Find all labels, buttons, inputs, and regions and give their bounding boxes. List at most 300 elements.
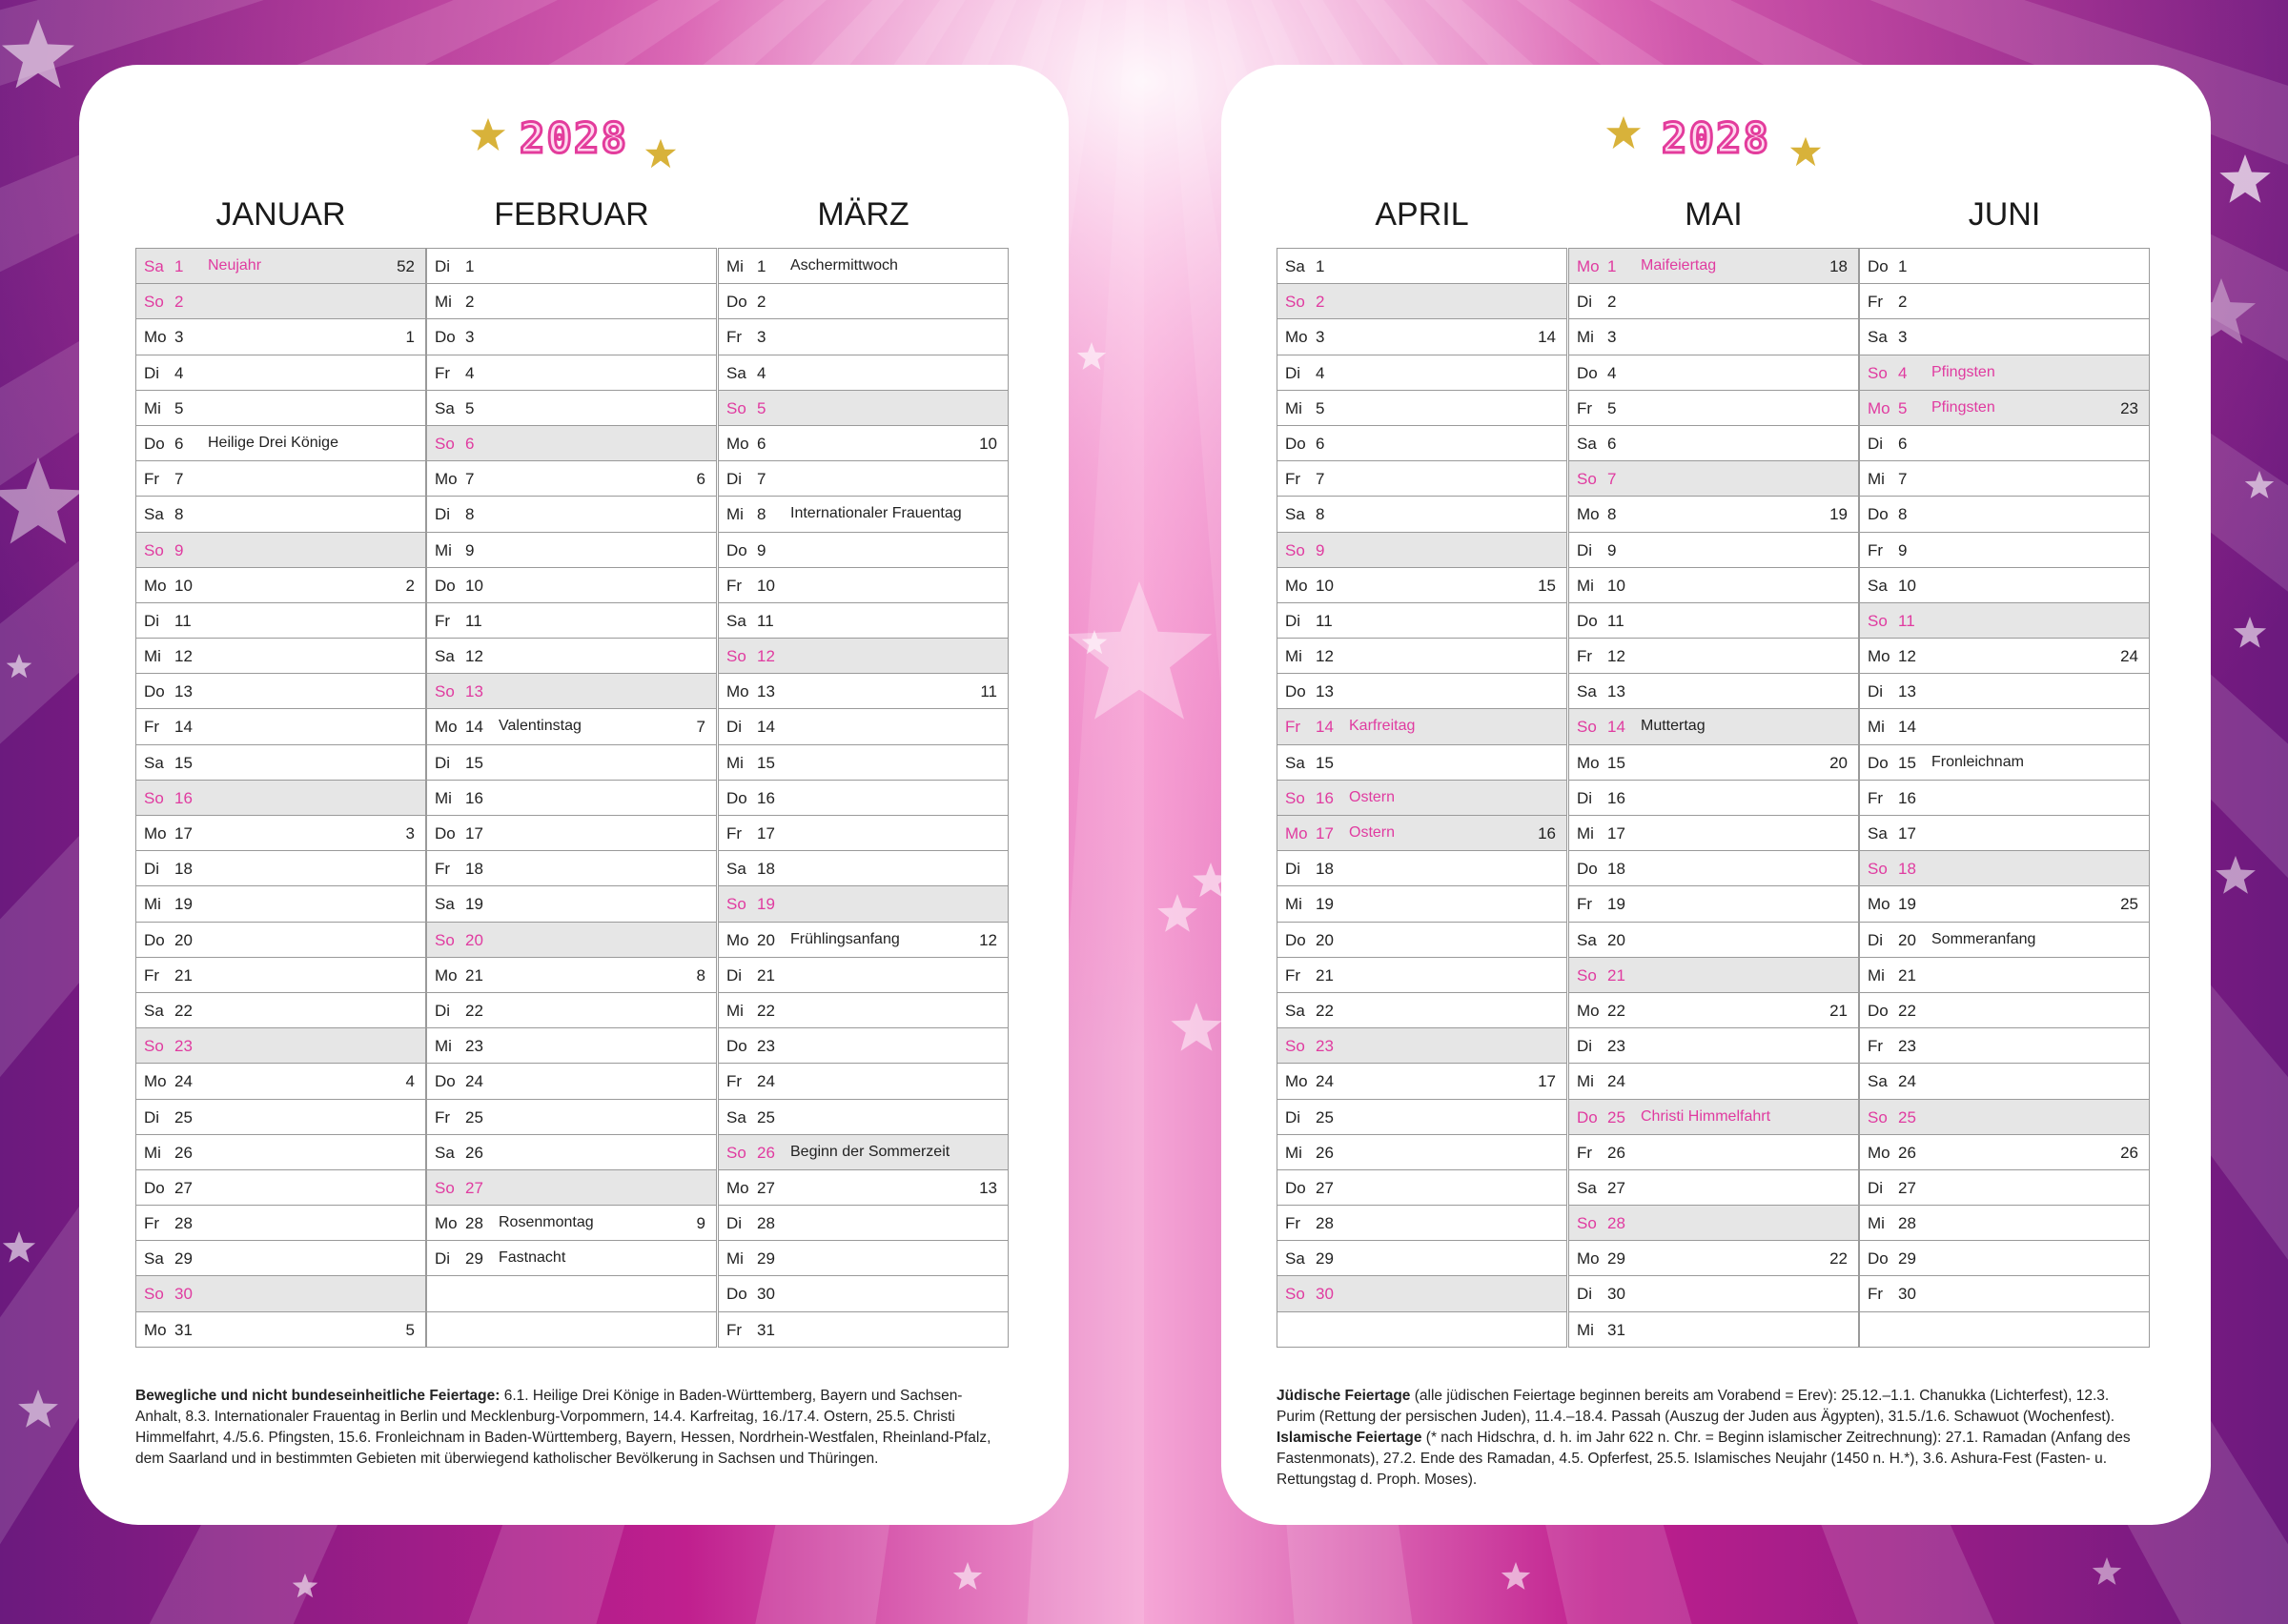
day-number: 3	[1898, 328, 1908, 347]
day-number: 27	[465, 1178, 483, 1197]
day-row	[426, 850, 717, 885]
day-row	[1568, 1099, 1859, 1134]
footnote-heading: Bewegliche und nicht bundeseinheitliche Feiertage:	[135, 1388, 500, 1404]
month-grid-april	[1277, 248, 1567, 1347]
day-number: 21	[1898, 965, 1916, 985]
day-row	[135, 673, 426, 708]
day-number: 29	[1898, 1249, 1916, 1269]
day-number: 13	[1607, 682, 1625, 701]
weekday-label: So	[435, 930, 455, 949]
weekday-label: Do	[435, 328, 456, 347]
day-row	[1277, 355, 1567, 390]
day-number: 18	[465, 860, 483, 879]
day-row	[135, 425, 426, 460]
weekday-label: Fr	[1577, 895, 1593, 914]
weekday-label: Di	[435, 257, 451, 275]
weekday-label: Mo	[1577, 505, 1600, 524]
day-number: 24	[465, 1072, 483, 1091]
day-row	[1277, 532, 1567, 567]
day-row	[135, 885, 426, 921]
weekday-label: Di	[1577, 293, 1593, 312]
day-number: 25	[465, 1107, 483, 1127]
event-label: Heilige Drei Könige	[208, 434, 338, 451]
day-row	[1859, 673, 2150, 708]
day-number: 16	[757, 788, 775, 807]
day-number: 10	[1898, 576, 1916, 595]
weekday-label: Do	[1868, 257, 1889, 275]
weekday-label: Sa	[1285, 1249, 1305, 1269]
day-row	[135, 1063, 426, 1098]
day-number: 13	[1316, 682, 1334, 701]
day-number: 8	[174, 505, 184, 524]
day-row	[1859, 1205, 2150, 1240]
day-number: 1	[1607, 257, 1617, 275]
day-row	[1568, 922, 1859, 957]
weekday-label: Di	[1285, 860, 1301, 879]
day-row	[718, 460, 1009, 496]
holiday-footnote	[135, 1386, 993, 1470]
day-row	[1277, 780, 1567, 815]
day-row	[1277, 318, 1567, 354]
day-number: 12	[757, 647, 775, 666]
weekday-label: So	[1868, 611, 1888, 630]
day-number: 11	[757, 611, 774, 630]
day-number: 28	[1607, 1214, 1625, 1233]
day-number: 25	[757, 1107, 775, 1127]
day-number: 13	[174, 682, 193, 701]
day-row	[135, 390, 426, 425]
day-number: 5	[174, 398, 184, 417]
weekday-label: Sa	[144, 1249, 164, 1269]
month-grid-februar	[426, 248, 717, 1347]
weekday-label: Mi	[726, 257, 744, 275]
day-row	[1277, 602, 1567, 638]
weekday-label: Di	[435, 505, 451, 524]
week-number: 11	[980, 682, 997, 701]
day-row	[1568, 850, 1859, 885]
day-row	[1568, 355, 1859, 390]
week-number: 7	[696, 718, 705, 737]
weekday-label: Fr	[1868, 293, 1884, 312]
weekday-label: Fr	[435, 611, 451, 630]
day-number: 3	[1316, 328, 1325, 347]
day-row	[426, 602, 717, 638]
weekday-label: Do	[726, 788, 747, 807]
day-number: 28	[1316, 1214, 1334, 1233]
weekday-label: Sa	[726, 611, 746, 630]
day-number: 9	[174, 540, 184, 559]
day-row	[718, 1205, 1009, 1240]
weekday-label: Sa	[1577, 930, 1597, 949]
day-number: 15	[465, 753, 483, 772]
weekday-label: Di	[1577, 1285, 1593, 1304]
day-number: 12	[1316, 647, 1334, 666]
day-row	[1859, 1063, 2150, 1098]
day-row	[1277, 850, 1567, 885]
day-number: 20	[1316, 930, 1334, 949]
weekday-label: Sa	[726, 860, 746, 879]
weekday-label: Do	[435, 576, 456, 595]
day-number: 11	[465, 611, 482, 630]
day-row	[426, 248, 717, 283]
weekday-label: Mi	[435, 788, 452, 807]
weekday-label: Do	[144, 930, 165, 949]
day-row	[135, 850, 426, 885]
day-number: 6	[757, 434, 766, 453]
day-row	[1859, 425, 2150, 460]
day-row	[1859, 922, 2150, 957]
week-number: 12	[979, 930, 997, 949]
day-number: 25	[1316, 1107, 1334, 1127]
day-number: 6	[1607, 434, 1617, 453]
day-row	[1277, 708, 1567, 743]
weekday-label: So	[1285, 293, 1305, 312]
day-row	[426, 1099, 717, 1134]
day-row	[135, 957, 426, 992]
week-number: 3	[405, 824, 415, 842]
day-number: 19	[1316, 895, 1334, 914]
day-row	[718, 1099, 1009, 1134]
day-row	[718, 815, 1009, 850]
weekday-label: Mi	[1868, 470, 1885, 489]
week-number: 15	[1538, 576, 1556, 595]
day-row	[1568, 1134, 1859, 1169]
weekday-label: Di	[726, 965, 743, 985]
weekday-label: Fr	[1577, 647, 1593, 666]
day-row	[1568, 638, 1859, 673]
day-number: 22	[1607, 1001, 1625, 1020]
weekday-label: Sa	[435, 895, 455, 914]
day-number: 18	[1898, 860, 1916, 879]
day-number: 14	[1607, 718, 1625, 737]
weekday-label: Fr	[1868, 540, 1884, 559]
week-number: 20	[1829, 753, 1848, 772]
day-row	[426, 708, 717, 743]
day-row	[718, 992, 1009, 1027]
weekday-label: Do	[435, 824, 456, 842]
day-row	[135, 1099, 426, 1134]
weekday-label: Mi	[1577, 576, 1594, 595]
month-grid-maerz	[718, 248, 1009, 1347]
day-row	[135, 248, 426, 283]
weekday-label: Do	[1285, 1178, 1306, 1197]
weekday-label: Di	[1868, 930, 1884, 949]
day-number: 28	[1898, 1214, 1916, 1233]
weekday-label: Do	[1868, 505, 1889, 524]
day-number: 26	[174, 1143, 193, 1162]
weekday-label: Mo	[144, 824, 167, 842]
week-number: 16	[1538, 824, 1556, 842]
weekday-label: Fr	[1285, 470, 1301, 489]
week-number: 2	[405, 576, 415, 595]
day-number: 8	[1607, 505, 1617, 524]
day-row	[1568, 1205, 1859, 1240]
weekday-label: Fr	[1868, 1285, 1884, 1304]
day-row	[426, 1311, 717, 1347]
event-label: Aschermittwoch	[790, 257, 898, 274]
weekday-label: Fr	[435, 363, 451, 382]
weekday-label: Mi	[1285, 895, 1302, 914]
weekday-label: Fr	[726, 576, 743, 595]
day-row	[1859, 638, 2150, 673]
week-number: 25	[2120, 895, 2138, 914]
day-number: 13	[465, 682, 483, 701]
day-row	[718, 390, 1009, 425]
day-number: 29	[174, 1249, 193, 1269]
day-number: 28	[174, 1214, 193, 1233]
day-row	[426, 318, 717, 354]
day-row	[1277, 460, 1567, 496]
weekday-label: Sa	[1868, 576, 1888, 595]
day-row	[1568, 708, 1859, 743]
weekday-label: Do	[435, 1072, 456, 1091]
day-row	[135, 1169, 426, 1205]
weekday-label: So	[144, 293, 164, 312]
weekday-label: Di	[435, 1001, 451, 1020]
day-row	[426, 885, 717, 921]
day-row	[426, 1169, 717, 1205]
weekday-label: Di	[435, 1249, 451, 1269]
day-number: 14	[465, 718, 483, 737]
weekday-label: So	[144, 1285, 164, 1304]
day-row	[1568, 532, 1859, 567]
day-number: 17	[174, 824, 193, 842]
day-row	[1277, 1311, 1567, 1347]
day-row	[135, 1134, 426, 1169]
day-row	[1277, 1027, 1567, 1063]
day-row	[426, 673, 717, 708]
day-row	[718, 532, 1009, 567]
day-row	[1277, 638, 1567, 673]
day-row	[1277, 744, 1567, 780]
day-number: 31	[174, 1320, 193, 1339]
day-row	[718, 283, 1009, 318]
day-row	[1277, 815, 1567, 850]
day-number: 4	[1316, 363, 1325, 382]
day-row	[1277, 1134, 1567, 1169]
day-row	[718, 318, 1009, 354]
day-number: 9	[1607, 540, 1617, 559]
event-label: Beginn der Sommerzeit	[790, 1143, 950, 1160]
weekday-label: Mi	[726, 753, 744, 772]
day-number: 30	[174, 1285, 193, 1304]
day-row	[1859, 496, 2150, 531]
day-number: 30	[1898, 1285, 1916, 1304]
weekday-label: Mo	[1285, 328, 1308, 347]
day-number: 9	[1898, 540, 1908, 559]
day-row	[1859, 1169, 2150, 1205]
month-heading-februar: FEBRUAR	[494, 196, 649, 233]
month-heading-januar: JANUAR	[215, 196, 346, 233]
day-number: 15	[1316, 753, 1334, 772]
weekday-label: Mi	[435, 1037, 452, 1056]
day-number: 16	[174, 788, 193, 807]
weekday-label: Mo	[1577, 1001, 1600, 1020]
day-row	[426, 780, 717, 815]
weekday-label: Di	[144, 860, 160, 879]
day-row	[1277, 1205, 1567, 1240]
weekday-label: Mo	[435, 470, 458, 489]
weekday-label: Fr	[144, 965, 160, 985]
day-row	[1859, 460, 2150, 496]
weekday-label: Do	[726, 1037, 747, 1056]
event-label: Christi Himmelfahrt	[1641, 1107, 1771, 1125]
event-label: Fronleichnam	[1931, 753, 2024, 770]
day-number: 24	[1607, 1072, 1625, 1091]
day-number: 23	[1607, 1037, 1625, 1056]
week-number: 5	[405, 1320, 415, 1339]
weekday-label: Mo	[1868, 398, 1890, 417]
weekday-label: Do	[1868, 1249, 1889, 1269]
day-row	[718, 248, 1009, 283]
day-row	[1859, 1099, 2150, 1134]
weekday-label: Mi	[726, 1001, 744, 1020]
day-number: 17	[1898, 824, 1916, 842]
day-row	[1277, 1275, 1567, 1310]
day-number: 26	[1316, 1143, 1334, 1162]
day-number: 15	[1898, 753, 1916, 772]
month-grid-mai	[1568, 248, 1859, 1347]
weekday-label: Mi	[1868, 1214, 1885, 1233]
day-number: 11	[1898, 611, 1915, 630]
day-number: 16	[1607, 788, 1625, 807]
day-number: 6	[174, 434, 184, 453]
day-number: 18	[1607, 860, 1625, 879]
day-number: 1	[174, 257, 184, 275]
weekday-label: Mo	[726, 1178, 749, 1197]
day-row	[135, 1240, 426, 1275]
weekday-label: So	[726, 398, 746, 417]
weekday-label: Di	[435, 753, 451, 772]
day-number: 24	[1898, 1072, 1916, 1091]
day-row	[1277, 957, 1567, 992]
day-number: 18	[757, 860, 775, 879]
weekday-label: Fr	[144, 718, 160, 737]
day-row	[426, 460, 717, 496]
day-number: 10	[465, 576, 483, 595]
weekday-label: Mo	[435, 965, 458, 985]
weekday-label: So	[1285, 540, 1305, 559]
day-row	[718, 885, 1009, 921]
week-number: 13	[979, 1178, 997, 1197]
weekday-label: So	[1577, 470, 1597, 489]
day-row	[135, 1027, 426, 1063]
day-number: 9	[757, 540, 766, 559]
day-number: 24	[174, 1072, 193, 1091]
day-row	[718, 638, 1009, 673]
day-number: 27	[1898, 1178, 1916, 1197]
weekday-label: Do	[726, 1285, 747, 1304]
weekday-label: So	[1285, 788, 1305, 807]
day-row	[426, 425, 717, 460]
day-row	[1277, 1099, 1567, 1134]
weekday-label: So	[435, 434, 455, 453]
day-row	[1568, 1027, 1859, 1063]
day-number: 3	[757, 328, 766, 347]
weekday-label: Do	[726, 293, 747, 312]
day-row	[135, 815, 426, 850]
day-row	[1859, 957, 2150, 992]
day-number: 17	[465, 824, 483, 842]
weekday-label: Sa	[1868, 328, 1888, 347]
day-number: 3	[465, 328, 475, 347]
day-row	[1859, 850, 2150, 885]
day-number: 8	[1898, 505, 1908, 524]
day-number: 17	[757, 824, 775, 842]
weekday-label: Sa	[1868, 824, 1888, 842]
day-row	[135, 496, 426, 531]
day-row	[718, 1311, 1009, 1347]
day-row	[135, 567, 426, 602]
weekday-label: Mi	[435, 540, 452, 559]
week-number: 21	[1829, 1001, 1848, 1020]
day-number: 25	[174, 1107, 193, 1127]
day-row	[1568, 1240, 1859, 1275]
day-row	[1859, 992, 2150, 1027]
day-number: 25	[1898, 1107, 1916, 1127]
day-row	[718, 957, 1009, 992]
weekday-label: Mi	[144, 398, 161, 417]
day-row	[426, 744, 717, 780]
weekday-label: Sa	[726, 363, 746, 382]
day-row	[1568, 957, 1859, 992]
event-label: Neujahr	[208, 257, 262, 274]
day-row	[426, 922, 717, 957]
weekday-label: Fr	[435, 1107, 451, 1127]
footnote-text: 6.1. Heilige Drei Könige in Baden-Württemberg, Bayern und Sachsen-Anhalt, 8.3. Internationaler Frauentag in Berlin und Mecklenburg-Vorpommern, 14.4. Karfreitag, 16./17.4. Ostern, 25.5. Christi Himmelfahrt, 4./5.6. Pfingsten, 15.6. Fronleichnam in Baden-Württemberg, Bayern, Hessen, Nordrhein-Westfalen, Rheinland-Pfalz, dem Saarland und in bestimmten Gebieten mit überwiegend katholischer Bevölkerung in Sachsen und Thüringen.	[135, 1388, 991, 1467]
day-row	[1277, 1169, 1567, 1205]
day-number: 19	[1607, 895, 1625, 914]
weekday-label: Do	[1868, 1001, 1889, 1020]
day-row	[426, 1240, 717, 1275]
day-row	[426, 496, 717, 531]
footnote-heading-jewish: Jüdische Feiertage	[1277, 1388, 1411, 1404]
day-number: 12	[465, 647, 483, 666]
weekday-label: So	[726, 895, 746, 914]
event-label: Internationaler Frauentag	[790, 505, 962, 522]
day-row	[1568, 1169, 1859, 1205]
day-number: 28	[757, 1214, 775, 1233]
footnote-text-islamic: (* nach Hidschra, d. h. im Jahr 622 n. Chr. = Beginn islamischer Zeitrechnung): 27.1. Ramadan (Anfang des Fastenmonats), 27.2. Ende des Ramadan, 4.5. Opferfest, 25.5. Islamisches Neujahr (1450 n. H.*), 3.6. Ashura-Fest (Fasten- u. Rettungstag d. Proph. Moses).	[1277, 1430, 2131, 1488]
day-number: 15	[174, 753, 193, 772]
day-row	[135, 532, 426, 567]
weekday-label: Do	[1577, 363, 1598, 382]
weekday-label: Di	[1285, 1107, 1301, 1127]
day-number: 21	[757, 965, 775, 985]
month-heading-mai: MAI	[1685, 196, 1743, 233]
event-label: Muttertag	[1641, 718, 1706, 735]
weekday-label: Fr	[1868, 788, 1884, 807]
week-number: 26	[2120, 1143, 2138, 1162]
week-number: 4	[405, 1072, 415, 1091]
day-row	[718, 780, 1009, 815]
day-row	[426, 1134, 717, 1169]
weekday-label: So	[1285, 1285, 1305, 1304]
day-number: 29	[757, 1249, 775, 1269]
weekday-label: Di	[726, 718, 743, 737]
day-number: 14	[1898, 718, 1916, 737]
day-number: 22	[1316, 1001, 1334, 1020]
week-number: 22	[1829, 1249, 1848, 1269]
day-row	[1859, 1027, 2150, 1063]
day-row	[135, 1311, 426, 1347]
event-label: Frühlingsanfang	[790, 930, 900, 947]
weekday-label: Di	[144, 363, 160, 382]
month-heading-maerz: MÄRZ	[817, 196, 909, 233]
day-row	[718, 744, 1009, 780]
weekday-label: Di	[1577, 1037, 1593, 1056]
weekday-label: Sa	[1577, 682, 1597, 701]
